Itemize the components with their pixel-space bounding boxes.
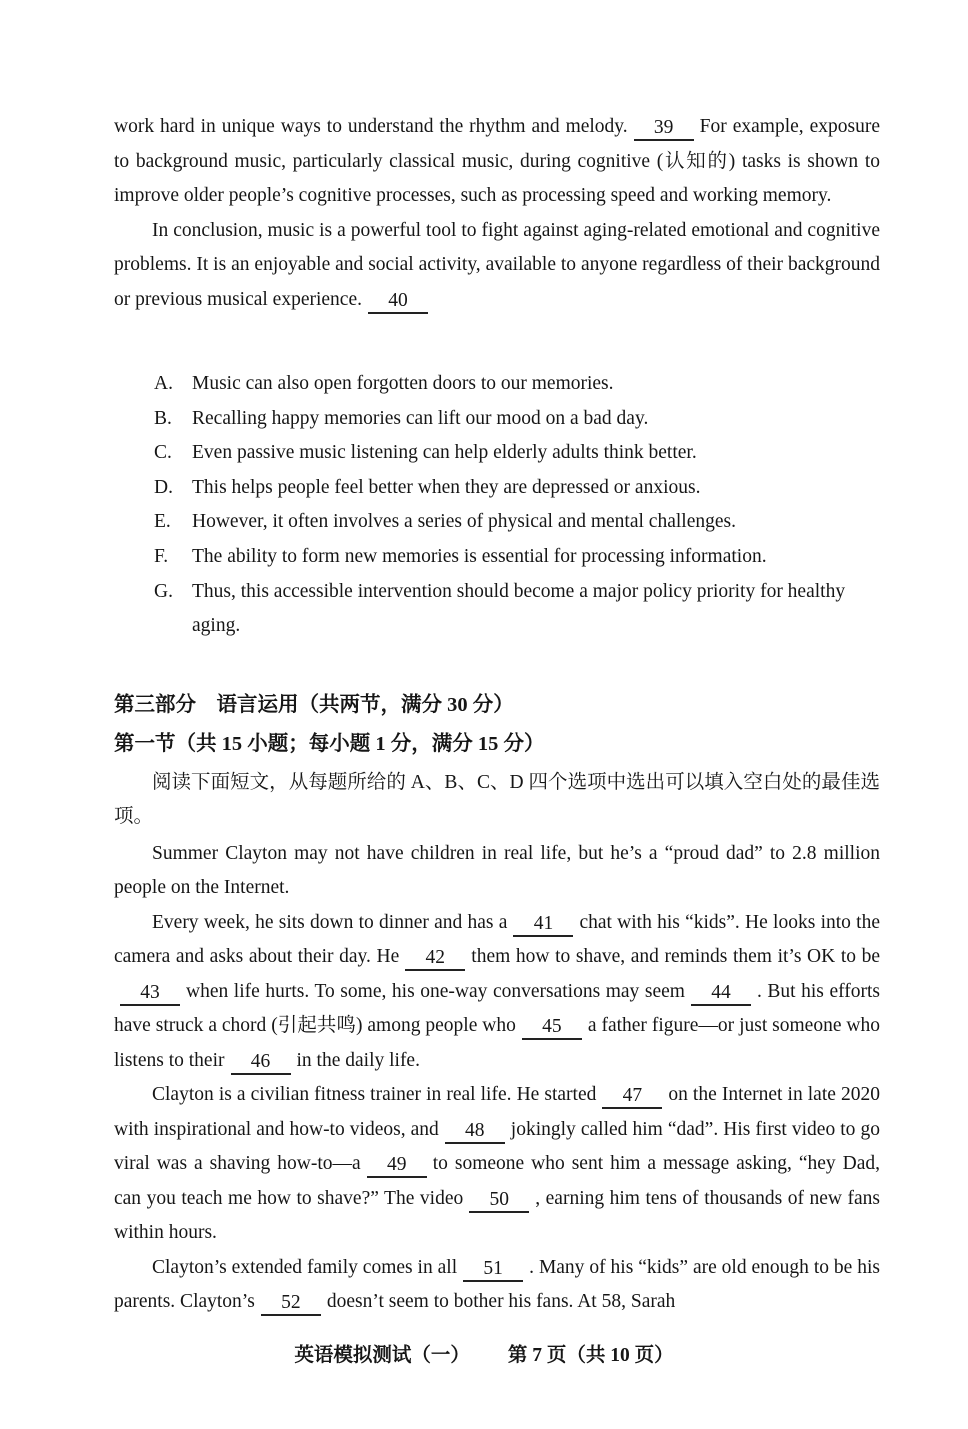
text-segment: , earning him tens of thousands of new fans within hours. — [114, 1187, 881, 1244]
reading-paragraph-2 — [114, 214, 880, 318]
cloze-paragraph-2 — [114, 906, 880, 1079]
blank-45: 45 — [522, 1016, 582, 1040]
option-text: Thus, this accessible intervention should become a major policy priority for healthy aging. — [192, 580, 846, 637]
option-label: C. — [154, 442, 172, 464]
option-text: Recalling happy memories can lift our mood on a bad day. — [192, 407, 649, 429]
page-footer — [0, 1339, 968, 1367]
option-text: Even passive music listening can help elderly adults think better. — [192, 442, 697, 464]
section-heading: 第一节（共 15 小题；每小题 1 分，满分 15 分） — [114, 732, 545, 755]
blank-40: 40 — [368, 290, 428, 314]
text-segment: to someone who sent him a message asking, “hey Dad, can you teach me how to shave?” The video — [114, 1153, 880, 1209]
option-text: This helps people feel better when they are depressed or anxious. — [192, 476, 701, 498]
cloze-paragraph-4 — [114, 1251, 880, 1320]
text-segment: work hard in unique ways to understand the rhythm and melody. — [114, 116, 628, 137]
text-segment: them how to shave, and reminds them it’s OK to be — [471, 946, 881, 968]
text-segment: doesn’t seem to bother his fans. At 58, Sarah — [326, 1291, 676, 1313]
text-segment: on the Internet in late 2020 with inspirational and how-to videos, and — [114, 1084, 880, 1140]
reading-passage — [114, 110, 880, 317]
option-text: The ability to form new memories is essential for processing information. — [192, 545, 767, 567]
cloze-paragraph-3 — [114, 1078, 880, 1251]
text-segment: when life hurts. To some, his one-way conversations may seem — [186, 980, 685, 1002]
footer-page-number: 第 7 页（共 10 页） — [507, 1345, 674, 1366]
option-label: E. — [154, 511, 171, 533]
cloze-paragraph-1 — [114, 837, 880, 906]
part-heading: 第三部分 语言运用（共两节，满分 30 分） — [114, 693, 514, 716]
text-segment: a father figure—or just someone who listens to their — [114, 1015, 880, 1071]
blank-46: 46 — [231, 1051, 291, 1075]
footer-exam-title: 英语模拟测试（一） — [294, 1345, 470, 1366]
option-text: However, it often involves a series of physical and mental challenges. — [192, 511, 736, 533]
text-segment: chat with his “kids”. He looks into the camera and asks about their day. He — [114, 911, 880, 968]
option-text: Music can also open forgotten doors to our memories. — [192, 373, 614, 394]
option-f — [154, 540, 880, 575]
cloze-passage — [114, 837, 880, 1320]
blank-42: 42 — [405, 947, 465, 971]
text-segment: jokingly called him “dad”. His first video to go viral was a shaving how-to—a — [114, 1118, 880, 1175]
blank-43: 43 — [120, 982, 180, 1006]
text-segment: . Many of his “kids” are old enough to be his parents. Clayton’s — [114, 1256, 881, 1313]
option-a — [154, 367, 880, 402]
text-segment: . But his efforts have struck a chord (引起共鸣) among people who — [114, 980, 880, 1037]
text-segment: For example, exposure to background music, particularly classical music, during cognitive (认知的) tasks is shown to improve older people’s cognitive processes, such as processing speed and working memory. — [114, 116, 880, 206]
text-segment: Every week, he sits down to dinner and has a — [152, 911, 508, 933]
option-label: A. — [154, 373, 173, 394]
blank-51: 51 — [463, 1258, 523, 1282]
blank-48: 48 — [445, 1120, 505, 1144]
blank-50: 50 — [469, 1189, 529, 1213]
text-segment: Summer Clayton may not have children in real life, but he’s a “proud dad” to 2.8 million people on the Internet. — [114, 842, 880, 899]
text-segment: Clayton is a civilian fitness trainer in real life. He started — [152, 1084, 597, 1106]
text-segment: Clayton’s extended family comes in all — [152, 1256, 458, 1278]
option-label: F. — [154, 545, 169, 567]
blank-47: 47 — [602, 1085, 662, 1109]
blank-41: 41 — [513, 913, 573, 937]
option-c — [154, 436, 880, 471]
option-d — [154, 471, 880, 506]
text-segment: in the daily life. — [296, 1049, 420, 1071]
option-label: B. — [154, 407, 172, 429]
blank-49: 49 — [367, 1154, 427, 1178]
instructions: 阅读下面短文，从每题所给的 A、B、C、D 四个选项中选出可以填入空白处的最佳选项。 — [114, 771, 880, 828]
option-e — [154, 505, 880, 540]
blank-39: 39 — [634, 117, 694, 141]
reading-paragraph-1 — [114, 110, 880, 214]
blank-44: 44 — [691, 982, 751, 1006]
blank-52: 52 — [261, 1292, 321, 1316]
options-list — [154, 367, 880, 644]
text-segment: In conclusion, music is a powerful tool to fight against aging-related emotional and cognitive problems. It is an enjoyable and social activity, available to anyone regardless of their background or previous musical experience. — [114, 219, 880, 310]
option-b — [154, 402, 880, 437]
option-label: D. — [154, 476, 173, 498]
option-g — [154, 575, 880, 644]
option-label: G. — [154, 580, 173, 602]
